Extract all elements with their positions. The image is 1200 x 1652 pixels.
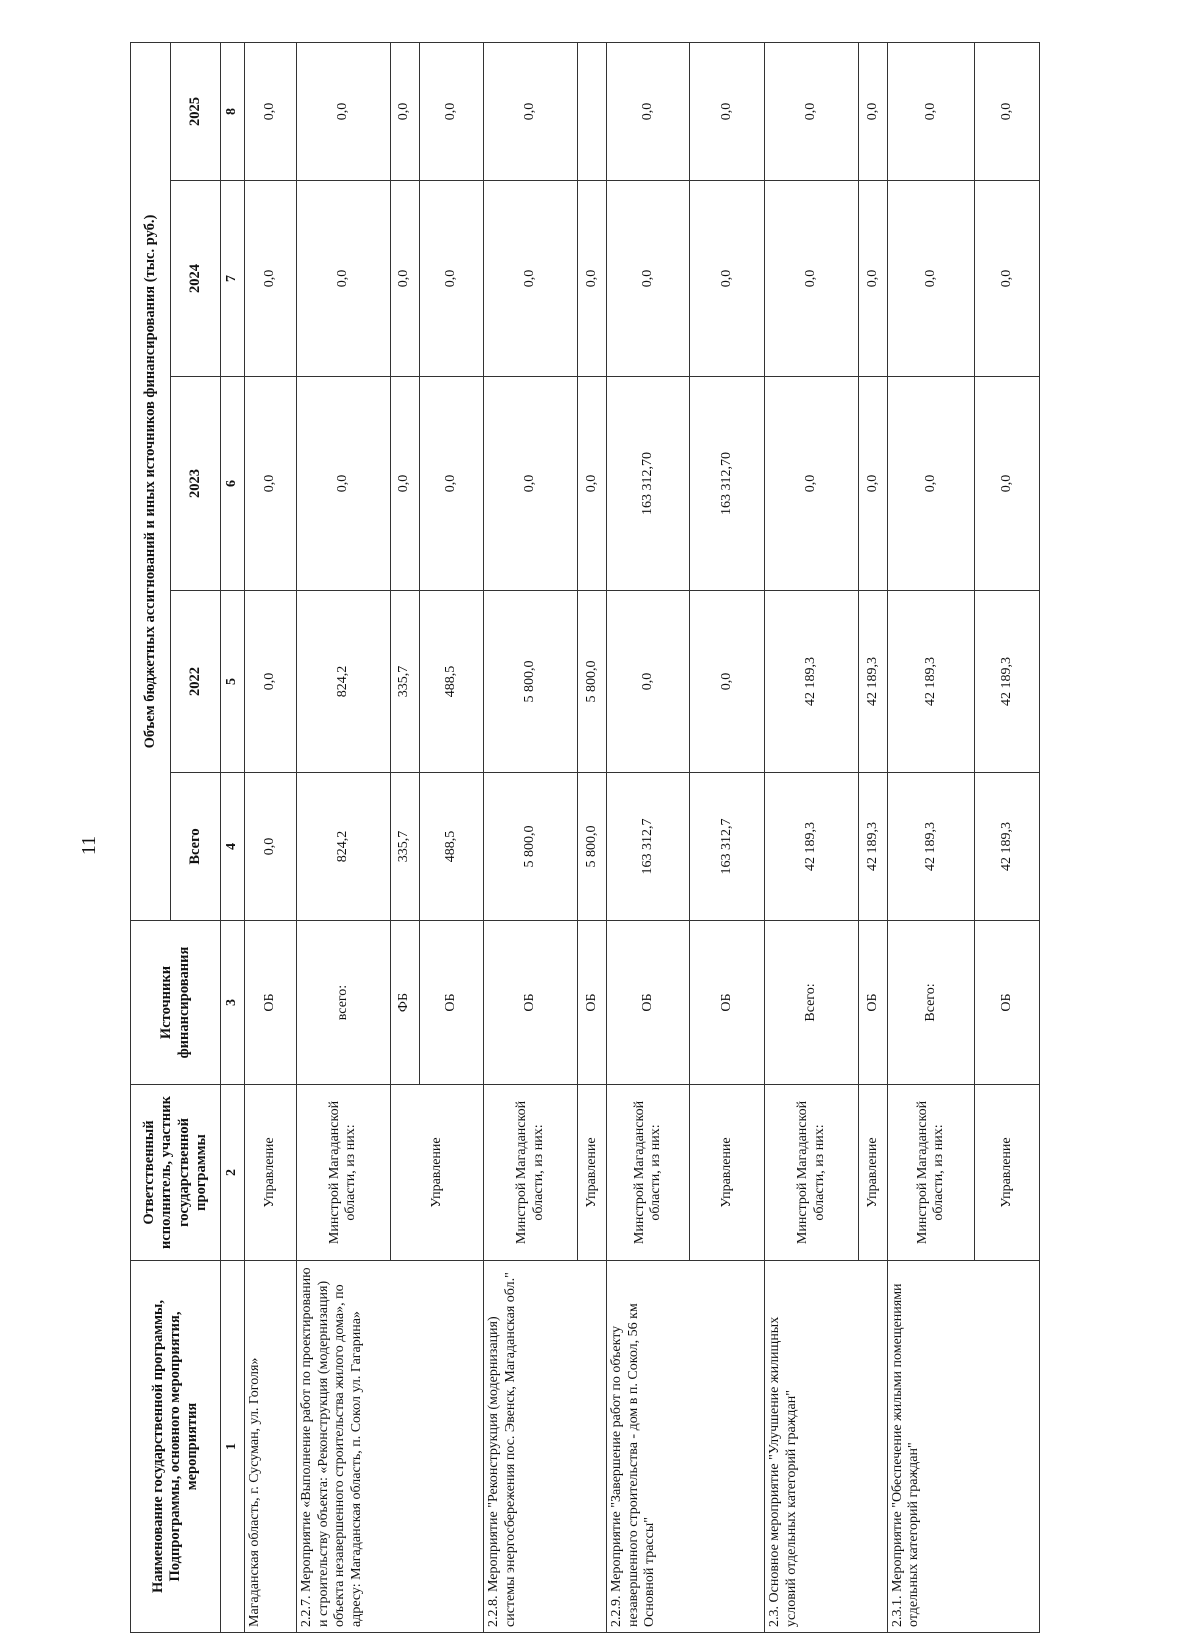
value-cell: 5 800,0 — [577, 591, 606, 773]
value-cell: 0,0 — [297, 181, 391, 377]
source-cell: Всего: — [887, 921, 974, 1085]
value-cell: 0,0 — [690, 42, 765, 180]
value-cell: 0,0 — [245, 773, 297, 921]
source-cell: всего: — [297, 921, 391, 1085]
header-index: 6 — [221, 377, 245, 591]
source-cell: ОБ — [690, 921, 765, 1085]
executor-cell: Управление — [390, 1085, 484, 1261]
source-cell: ОБ — [419, 921, 484, 1085]
value-cell: 0,0 — [607, 591, 690, 773]
value-cell: 0,0 — [484, 181, 578, 377]
executor-cell: Управление — [975, 1085, 1040, 1261]
header-index: 2 — [221, 1085, 245, 1261]
value-cell: 0,0 — [577, 181, 606, 377]
value-cell: 0,0 — [975, 181, 1040, 377]
source-cell: ФБ — [390, 921, 419, 1085]
value-cell: 42 189,3 — [858, 591, 887, 773]
value-cell: 163 312,70 — [607, 377, 690, 591]
measure-name: 2.3.1. Мероприятие "Обеспечение жилыми помещениями отдельных категорий граждан" — [887, 1261, 1039, 1633]
source-cell: ОБ — [484, 921, 578, 1085]
header-index: 3 — [221, 921, 245, 1085]
value-cell: 5 800,0 — [484, 591, 578, 773]
header-year: 2023 — [171, 377, 221, 591]
value-cell: 42 189,3 — [887, 591, 974, 773]
executor-cell: Управление — [858, 1085, 887, 1261]
measure-name: Магаданская область, г. Сусуман, ул. Гоголя» — [245, 1261, 297, 1633]
table-row — [484, 42, 578, 1632]
value-cell: 0,0 — [858, 377, 887, 591]
value-cell: 42 189,3 — [858, 773, 887, 921]
value-cell: 824,2 — [297, 773, 391, 921]
value-cell: 5 800,0 — [484, 773, 578, 921]
executor-cell: Минстрой Магаданской области, из них: — [484, 1085, 578, 1261]
value-cell: 0,0 — [858, 42, 887, 180]
header-funding-volume: Объем бюджетных ассигнований и иных источников финансирования (тыс. руб.) — [131, 42, 171, 920]
source-cell: Всего: — [765, 921, 859, 1085]
value-cell: 0,0 — [765, 377, 859, 591]
value-cell: 5 800,0 — [577, 773, 606, 921]
value-cell: 335,7 — [390, 591, 419, 773]
value-cell: 163 312,7 — [690, 773, 765, 921]
value-cell: 0,0 — [975, 42, 1040, 180]
value-cell: 0,0 — [690, 181, 765, 377]
value-cell: 335,7 — [390, 773, 419, 921]
value-cell: 488,5 — [419, 591, 484, 773]
value-cell: 42 189,3 — [975, 591, 1040, 773]
measure-name: 2.3. Основное мероприятие "Улучшение жилищных условий отдельных категорий граждан" — [765, 1261, 888, 1633]
value-cell: 0,0 — [390, 42, 419, 180]
value-cell: 42 189,3 — [887, 773, 974, 921]
executor-cell: Управление — [245, 1085, 297, 1261]
header-index: 7 — [221, 181, 245, 377]
header-year: 2022 — [171, 591, 221, 773]
value-cell: 163 312,70 — [690, 377, 765, 591]
header-index: 4 — [221, 773, 245, 921]
executor-cell: Минстрой Магаданской области, из них: — [297, 1085, 391, 1261]
table-row — [607, 42, 690, 1632]
source-cell: ОБ — [975, 921, 1040, 1085]
header-year: 2025 — [171, 42, 221, 180]
value-cell: 42 189,3 — [765, 773, 859, 921]
measure-name: 2.2.8. Мероприятие "Реконструкция (модернизация) системы энергосбережения пос. Эвенск, Магаданская обл." — [484, 1261, 607, 1633]
header-col-name: Наименование государственной программы, Подпрограммы, основного мероприятия, мероприятия — [131, 1261, 221, 1633]
value-cell: 0,0 — [765, 42, 859, 180]
value-cell: 0,0 — [297, 377, 391, 591]
value-cell: 42 189,3 — [765, 591, 859, 773]
executor-cell: Минстрой Магаданской области, из них: — [607, 1085, 690, 1261]
value-cell: 163 312,7 — [607, 773, 690, 921]
header-col-executor: Ответственный исполнитель, участник государственной программы — [131, 1085, 221, 1261]
value-cell: 488,5 — [419, 773, 484, 921]
value-cell: 0,0 — [245, 181, 297, 377]
value-cell: 0,0 — [390, 181, 419, 377]
header-index: 8 — [221, 42, 245, 180]
header-total: Всего — [171, 773, 221, 921]
executor-cell: Управление — [690, 1085, 765, 1261]
rotated-table-wrapper — [130, 43, 1040, 1633]
value-cell: 0,0 — [484, 42, 578, 180]
value-cell: 0,0 — [419, 42, 484, 180]
value-cell: 0,0 — [419, 377, 484, 591]
table-row — [245, 42, 297, 1632]
financing-table — [130, 42, 1040, 1633]
executor-cell: Управление — [577, 1085, 606, 1261]
source-cell: ОБ — [245, 921, 297, 1085]
source-cell: ОБ — [577, 921, 606, 1085]
executor-cell: Минстрой Магаданской области, из них: — [765, 1085, 859, 1261]
value-cell — [577, 42, 606, 180]
value-cell: 42 189,3 — [975, 773, 1040, 921]
value-cell: 0,0 — [297, 42, 391, 180]
executor-cell: Минстрой Магаданской области, из них: — [887, 1085, 974, 1261]
header-index: 5 — [221, 591, 245, 773]
page-number: 11 — [78, 835, 101, 856]
value-cell: 0,0 — [577, 377, 606, 591]
value-cell: 0,0 — [607, 181, 690, 377]
value-cell: 0,0 — [419, 181, 484, 377]
table-row — [297, 42, 391, 1632]
source-cell: ОБ — [858, 921, 887, 1085]
value-cell: 0,0 — [887, 181, 974, 377]
measure-name: 2.2.7. Мероприятие «Выполнение работ по проектированию и строительству объекта: «Реконструкция (модернизация) объекта незавершенного строительства жилого дома», по адресу: Магаданская область, п. Сокол ул. Гагарина» — [297, 1261, 484, 1633]
value-cell: 0,0 — [887, 377, 974, 591]
value-cell: 0,0 — [245, 42, 297, 180]
header-year: 2024 — [171, 181, 221, 377]
table-row — [765, 42, 859, 1632]
header-col-source: Источники финансирования — [131, 921, 221, 1085]
measure-name: 2.2.9. Мероприятие "Завершение работ по объекту незавершенного строительства - дом в п. Сокол, 56 км Основной трассы" — [607, 1261, 765, 1633]
value-cell: 0,0 — [858, 181, 887, 377]
value-cell: 0,0 — [607, 42, 690, 180]
value-cell: 0,0 — [690, 591, 765, 773]
value-cell: 0,0 — [390, 377, 419, 591]
value-cell: 0,0 — [245, 377, 297, 591]
table-row — [887, 42, 974, 1632]
value-cell: 0,0 — [887, 42, 974, 180]
value-cell: 0,0 — [765, 181, 859, 377]
value-cell: 0,0 — [484, 377, 578, 591]
header-index: 1 — [221, 1261, 245, 1633]
source-cell: ОБ — [607, 921, 690, 1085]
value-cell: 0,0 — [245, 591, 297, 773]
value-cell: 824,2 — [297, 591, 391, 773]
value-cell: 0,0 — [975, 377, 1040, 591]
